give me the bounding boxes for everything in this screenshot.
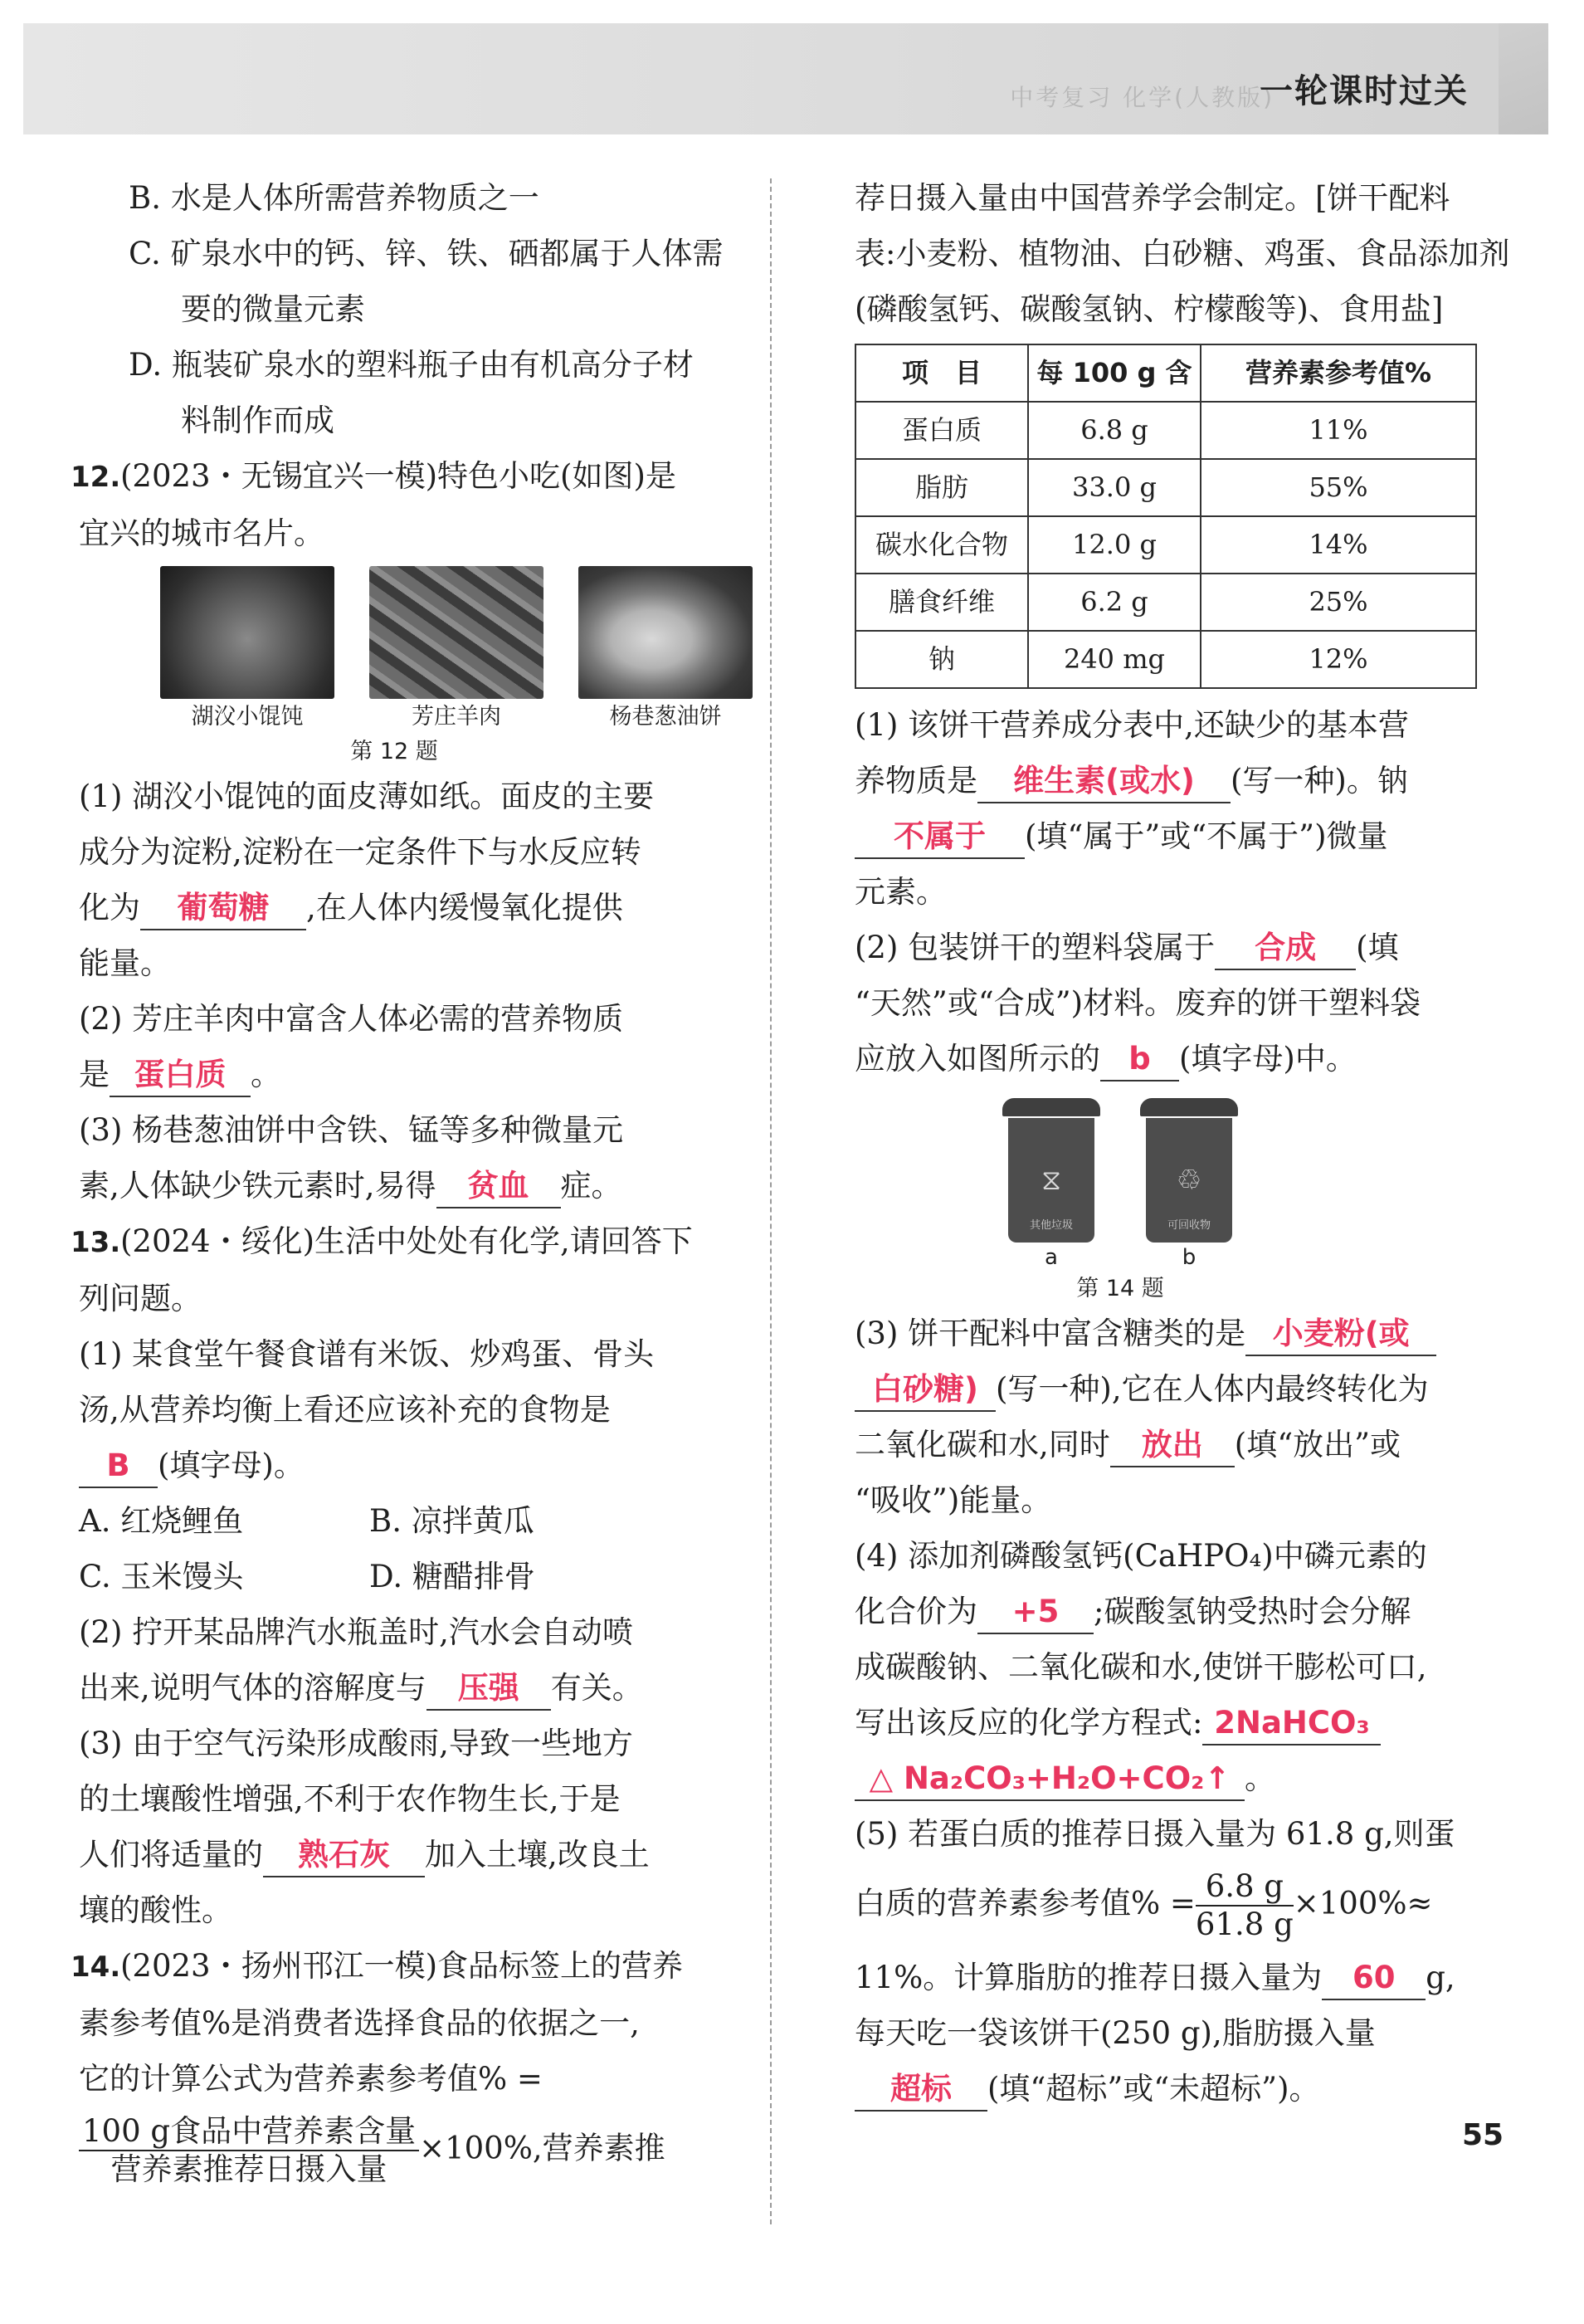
text: ,在人体内缓慢氧化提供 <box>306 890 623 925</box>
q14-part4-line3: 成碳酸钠、二氧化碳和水,使饼干膨松可口, <box>855 1649 1427 1685</box>
image-caption: 湖㳇小馄饨 <box>191 704 304 730</box>
text: 写出该反应的化学方程式: <box>855 1705 1203 1741</box>
q14-stem-line2: 素参考值%是消费者选择食品的依据之一, <box>79 2005 640 2041</box>
text: (2) 包装饼干的塑料袋属于 <box>855 930 1216 965</box>
table-cell: 25% <box>1201 574 1476 631</box>
q12-part1-line1: (1) 湖㳇小馄饨的面皮薄如纸。面皮的主要 <box>79 779 655 814</box>
text: g, <box>1426 1960 1455 1995</box>
nutrition-table <box>855 344 1477 689</box>
answer-blank: 60 <box>1322 1957 1426 2000</box>
text: (填字母)中。 <box>1179 1041 1357 1077</box>
q14-part2-line2: “天然”或“合成”)材料。废弃的饼干塑料袋 <box>855 985 1421 1021</box>
q12-stem-text: (2023・无锡宜兴一模)特色小吃(如图)是 <box>120 458 676 494</box>
q14-part1-line4: 元素。 <box>855 874 947 910</box>
q14-stem-line3: 它的计算公式为营养素参考值% = <box>79 2061 543 2097</box>
table-cell: 6.8 g <box>1028 402 1201 459</box>
q12-image-3 <box>578 566 753 735</box>
scallion-pancake-photo <box>578 566 753 699</box>
right-column <box>855 170 1510 2116</box>
text: 加入土壤,改良土 <box>425 1837 650 1872</box>
table-row <box>855 402 1476 459</box>
q13-options-row1 <box>79 1493 751 1549</box>
calc-fraction <box>1196 1868 1294 1943</box>
q14-ingredients-line1: 荐日摄入量由中国营养学会制定。[饼干配料 <box>855 180 1450 216</box>
q12-figure-label: 第 12 题 <box>350 739 438 764</box>
q12-figure <box>160 566 751 735</box>
answer-blank: 放出 <box>1110 1424 1235 1467</box>
q14-stem <box>71 1938 751 1995</box>
q14-part4-line2 <box>855 1584 1485 1639</box>
column-header: 营养素参考值% <box>1201 344 1476 402</box>
image-caption: 芳庄羊肉 <box>412 704 501 730</box>
text: 出来,说明气体的溶解度与 <box>79 1670 426 1706</box>
text: 白质的营养素参考值% = <box>855 1885 1196 1921</box>
answer-blank: △ Na₂CO₃+H₂O+CO₂↑ <box>855 1758 1245 1801</box>
q14-part5-line5 <box>855 2061 1485 2116</box>
q14-ingredients-line3: (磷酸氢钙、碳酸氢钠、柠檬酸等)、食用盐] <box>855 291 1444 327</box>
q13-stem-text: (2024・绥化)生活中处处有化学,请回答下 <box>120 1223 693 1259</box>
text: ×100%≈ <box>1293 1885 1433 1921</box>
q14-number: 14. <box>71 1950 121 1984</box>
q13-part3-line3 <box>79 1827 751 1882</box>
table-cell: 12.0 g <box>1028 516 1201 574</box>
bin-label: 其他垃圾 <box>1029 1219 1073 1232</box>
table-cell: 11% <box>1201 402 1476 459</box>
q14-part4-line5 <box>855 1750 1485 1806</box>
q14-part1-line3 <box>855 808 1485 864</box>
text: 素,人体缺少铁元素时,易得 <box>79 1168 436 1204</box>
text: (填“放出”或 <box>1234 1427 1401 1462</box>
wonton-photo <box>160 566 334 699</box>
q13-part3-line4: 壤的酸性。 <box>79 1892 232 1928</box>
table-cell: 33.0 g <box>1028 459 1201 516</box>
page-number: 55 <box>1462 2118 1504 2152</box>
q13-stem <box>71 1213 751 1271</box>
q11-option-b: B. 水是人体所需营养物质之一 <box>129 180 539 216</box>
text: (填“超标”或“未超标”)。 <box>987 2071 1320 2107</box>
answer-blank: 贫血 <box>436 1165 561 1208</box>
q14-part5-line2 <box>855 1868 1485 1943</box>
answer-blank: 压强 <box>426 1667 551 1711</box>
bin-letter: a <box>1045 1245 1058 1270</box>
text: 应放入如图所示的 <box>855 1041 1100 1077</box>
q12-stem <box>71 448 751 505</box>
text: (填“属于”或“不属于”)微量 <box>1025 818 1388 854</box>
option-d: D. 糖醋排骨 <box>369 1559 535 1594</box>
q14-part1-line2 <box>855 753 1485 808</box>
fraction-denominator: 61.8 g <box>1195 1907 1294 1942</box>
q14-part3-line3 <box>855 1417 1485 1472</box>
table-header-row <box>855 344 1476 402</box>
answer-blank: 葡萄糖 <box>140 887 306 930</box>
text: 二氧化碳和水,同时 <box>855 1427 1110 1462</box>
recycle-icon: ♲ <box>1176 1164 1202 1197</box>
answer-blank: 不属于 <box>855 816 1025 859</box>
header-decoration <box>1499 23 1548 134</box>
q12-part1-line3 <box>79 880 751 935</box>
q12-part1-line4: 能量。 <box>79 945 171 981</box>
bin-label: 可回收物 <box>1167 1219 1211 1232</box>
q13-part3-line1: (3) 由于空气污染形成酸雨,导致一些地方 <box>79 1726 633 1761</box>
text: (写一种),它在人体内最终转化为 <box>996 1371 1429 1407</box>
q14-part3-line2 <box>855 1361 1485 1417</box>
q14-part5-line3 <box>855 1950 1485 2005</box>
q12-part3-line2 <box>79 1158 751 1213</box>
text: (写一种)。钠 <box>1231 763 1408 798</box>
q13-part2-line2 <box>79 1660 751 1716</box>
text: (填 <box>1356 930 1399 965</box>
option-a: A. 红烧鲤鱼 <box>79 1503 244 1539</box>
answer-blank: 蛋白质 <box>110 1054 251 1097</box>
q13-options-row2 <box>79 1549 751 1604</box>
table-cell: 6.2 g <box>1028 574 1201 631</box>
q13-part2-line1: (2) 拧开某品牌汽水瓶盖时,汽水会自动喷 <box>79 1614 633 1650</box>
table-cell: 14% <box>1201 516 1476 574</box>
answer-blank: 小麦粉(或 <box>1245 1313 1436 1356</box>
q14-formula <box>79 2113 751 2188</box>
left-column <box>71 170 751 2188</box>
q12-number: 12. <box>71 461 121 494</box>
text: 是 <box>79 1057 110 1092</box>
table-cell: 碳水化合物 <box>855 516 1028 574</box>
option-c: C. 玉米馒头 <box>79 1559 244 1594</box>
q14-figure-label: 第 14 题 <box>1076 1276 1164 1301</box>
answer-blank: 2NaHCO₃ <box>1202 1702 1381 1745</box>
text: 症。 <box>560 1168 622 1204</box>
fraction-numerator: 6.8 g <box>1196 1868 1294 1907</box>
q12-image-1 <box>160 566 334 735</box>
answer-blank: 超标 <box>855 2068 987 2112</box>
q14-part4-line1: (4) 添加剂磷酸氢钙(CaHPO₄)中磷元素的 <box>855 1538 1427 1574</box>
answer-blank: 合成 <box>1215 927 1356 970</box>
other-waste-icon: ⧖ <box>1041 1164 1061 1197</box>
formula-fraction <box>79 2113 419 2188</box>
q14-part3-line1 <box>855 1306 1485 1361</box>
bin-letter: b <box>1182 1245 1197 1270</box>
q12-image-2 <box>369 566 543 735</box>
table-cell: 脂肪 <box>855 459 1028 516</box>
bin-lid <box>1140 1098 1238 1116</box>
q14-part2-line1 <box>855 920 1485 975</box>
q14-part5-line4: 每天吃一袋该饼干(250 g),脂肪摄入量 <box>855 2015 1376 2051</box>
q14-figure <box>855 1098 1485 1272</box>
q14-ingredients-line2: 表:小麦粉、植物油、白砂糖、鸡蛋、食品添加剂 <box>855 236 1510 271</box>
text: 。 <box>251 1057 281 1092</box>
text: 有关。 <box>550 1670 643 1706</box>
table-cell: 蛋白质 <box>855 402 1028 459</box>
answer-blank: 维生素(或水) <box>977 760 1231 803</box>
bin-body <box>1146 1118 1232 1243</box>
image-caption: 杨巷葱油饼 <box>609 704 722 730</box>
column-divider <box>770 178 772 2224</box>
column-header: 项 目 <box>855 344 1028 402</box>
fraction-denominator: 营养素推荐日摄入量 <box>110 2151 387 2187</box>
table-row <box>855 516 1476 574</box>
q11-option-c-line2: 要的微量元素 <box>181 291 365 327</box>
header-subtitle: 中考复习 化学(人教版) <box>1010 84 1275 111</box>
q14-stem-text: (2023・扬州邗江一模)食品标签上的营养 <box>120 1948 684 1984</box>
answer-blank: b <box>1100 1038 1179 1081</box>
answer-blank: B <box>79 1445 158 1488</box>
text: 。 <box>1245 1760 1275 1796</box>
table-row <box>855 574 1476 631</box>
q12-part2-line2 <box>79 1047 751 1102</box>
table-row <box>855 631 1476 688</box>
q12-part2-line1: (2) 芳庄羊肉中富含人体必需的营养物质 <box>79 1001 624 1037</box>
q11-option-d-line2: 料制作而成 <box>181 403 334 438</box>
trash-bin-a <box>1002 1098 1100 1272</box>
q12-part3-line1: (3) 杨巷葱油饼中含铁、锰等多种微量元 <box>79 1112 624 1148</box>
text: 化合价为 <box>855 1594 977 1629</box>
answer-blank: 熟石灰 <box>263 1834 425 1877</box>
table-cell: 膳食纤维 <box>855 574 1028 631</box>
q13-number: 13. <box>71 1226 121 1259</box>
page-header <box>23 23 1548 134</box>
option-b: B. 凉拌黄瓜 <box>369 1503 534 1539</box>
q13-part3-line2: 的土壤酸性增强,不利于农作物生长,于是 <box>79 1781 621 1817</box>
table-cell: 12% <box>1201 631 1476 688</box>
q13-part1-line1: (1) 某食堂午餐食谱有米饭、炒鸡蛋、骨头 <box>79 1336 655 1372</box>
q14-part3-line4: “吸收”)能量。 <box>855 1482 1052 1518</box>
table-row <box>855 459 1476 516</box>
q13-part1-line3 <box>79 1438 751 1493</box>
bin-body <box>1008 1118 1094 1243</box>
text: 11%。计算脂肪的推荐日摄入量为 <box>855 1960 1323 1995</box>
column-header: 每 100 g 含 <box>1028 344 1201 402</box>
q12-stem-line2: 宜兴的城市名片。 <box>79 515 324 551</box>
table-cell: 240 mg <box>1028 631 1201 688</box>
q13-stem-line2: 列问题。 <box>79 1281 202 1316</box>
text: 化为 <box>79 890 140 925</box>
text: 人们将适量的 <box>79 1837 263 1872</box>
fraction-numerator: 100 g食品中营养素含量 <box>79 2113 419 2151</box>
text: ;碳酸氢钠受热时会分解 <box>1094 1594 1411 1629</box>
text: ×100%,营养素推 <box>419 2130 665 2166</box>
answer-blank: +5 <box>977 1591 1094 1634</box>
text: (3) 饼干配料中富含糖类的是 <box>855 1316 1246 1351</box>
q14-part2-line3 <box>855 1031 1485 1086</box>
header-title: 一轮课时过关 <box>1260 72 1469 110</box>
mutton-photo <box>369 566 543 699</box>
q11-option-c-line1: C. 矿泉水中的钙、锌、铁、硒都属于人体需 <box>129 236 724 271</box>
bin-lid <box>1002 1098 1100 1116</box>
q12-part1-line2: 成分为淀粉,淀粉在一定条件下与水反应转 <box>79 834 641 870</box>
q14-part4-line4 <box>855 1695 1485 1750</box>
q11-option-d-line1: D. 瓶装矿泉水的塑料瓶子由有机高分子材 <box>129 347 694 383</box>
answer-blank: 白砂糖) <box>855 1369 996 1412</box>
q14-part1-line1: (1) 该饼干营养成分表中,还缺少的基本营 <box>855 707 1409 743</box>
text: 养物质是 <box>855 763 977 798</box>
table-cell: 钠 <box>855 631 1028 688</box>
q13-part1-line2: 汤,从营养均衡上看还应该补充的食物是 <box>79 1392 611 1428</box>
text: (填字母)。 <box>158 1448 305 1483</box>
table-cell: 55% <box>1201 459 1476 516</box>
q14-part5-line1: (5) 若蛋白质的推荐日摄入量为 61.8 g,则蛋 <box>855 1816 1455 1852</box>
trash-bin-b <box>1140 1098 1238 1272</box>
